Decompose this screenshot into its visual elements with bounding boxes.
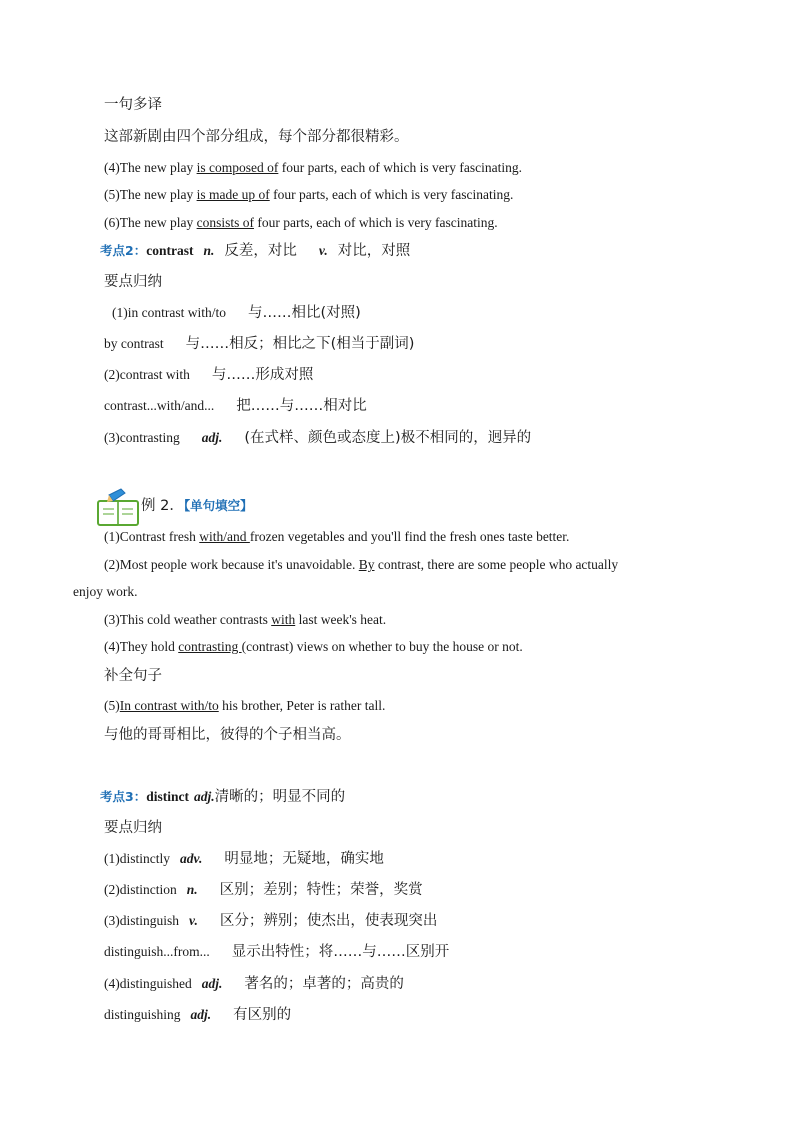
kp2-item-5: (3)contrasting adj. (在式样、颜色或态度上)极不相同的，迥异的 (104, 430, 532, 446)
complete-sentence-heading: 补全句子 (104, 668, 162, 684)
kp3-item-2: (2)distinction n. 区别；差别；特性；荣誉，奖赏 (104, 882, 423, 898)
chinese-sentence: 这部新剧由四个部分组成，每个部分都很精彩。 (104, 129, 409, 145)
kp2-item-2: by contrast 与……相反；相比之下(相当于副词) (104, 336, 415, 352)
sentence-4: (4)The new play is composed of four parts, each of which is very fascinating. (104, 160, 523, 175)
question-5: (5)In contrast with/to his brother, Peter is rather tall. (104, 698, 386, 713)
kp3-item-4: distinguish...from... 显示出特性；将……与……区别开 (104, 944, 450, 960)
kp3-item-5: (4)distinguished adj. 著名的；卓著的；高贵的 (104, 976, 404, 992)
question-3: (3)This cold weather contrasts with last week's heat. (104, 612, 387, 627)
book-pencil-icon (95, 487, 141, 527)
question-2-line-1: (2)Most people work because it's unavoidable. By contrast, there are some people who actually (104, 557, 619, 572)
kp3-item-6: distinguishing adj. 有区别的 (104, 1007, 292, 1023)
question-2-line-2: enjoy work. (73, 584, 138, 599)
question-1: (1)Contrast fresh with/and frozen vegetables and you'll find the fresh ones taste better. (104, 529, 570, 544)
kp3-item-1: (1)distinctly adv. 明显地；无疑地，确实地 (104, 851, 384, 867)
sentence-5: (5)The new play is made up of four parts, each of which is very fascinating. (104, 187, 514, 202)
key-point-2-heading: 考点2：contrast n. 反差，对比 v. 对比，对照 (100, 243, 411, 259)
summary-heading-3: 要点归纳 (104, 820, 162, 836)
kp2-item-4: contrast...with/and... 把……与……相对比 (104, 398, 367, 414)
kp2-item-1: (1)in contrast with/to 与……相比(对照) (112, 305, 361, 321)
example-2-heading: 例 2．【单句填空】 (141, 498, 253, 514)
kp2-item-3: (2)contrast with 与……形成对照 (104, 367, 314, 383)
section-title-multi-translation: 一句多译 (104, 97, 162, 113)
question-5-chinese: 与他的哥哥相比，彼得的个子相当高。 (104, 727, 351, 743)
kp3-item-3: (3)distinguish v. 区分；辨别；使杰出，使表现突出 (104, 913, 438, 929)
key-point-3-heading: 考点3：distinct adj.清晰的；明显不同的 (100, 789, 346, 805)
summary-heading: 要点归纳 (104, 274, 162, 290)
sentence-6: (6)The new play consists of four parts, each of which is very fascinating. (104, 215, 498, 230)
question-4: (4)They hold contrasting (contrast) views on whether to buy the house or not. (104, 639, 523, 654)
